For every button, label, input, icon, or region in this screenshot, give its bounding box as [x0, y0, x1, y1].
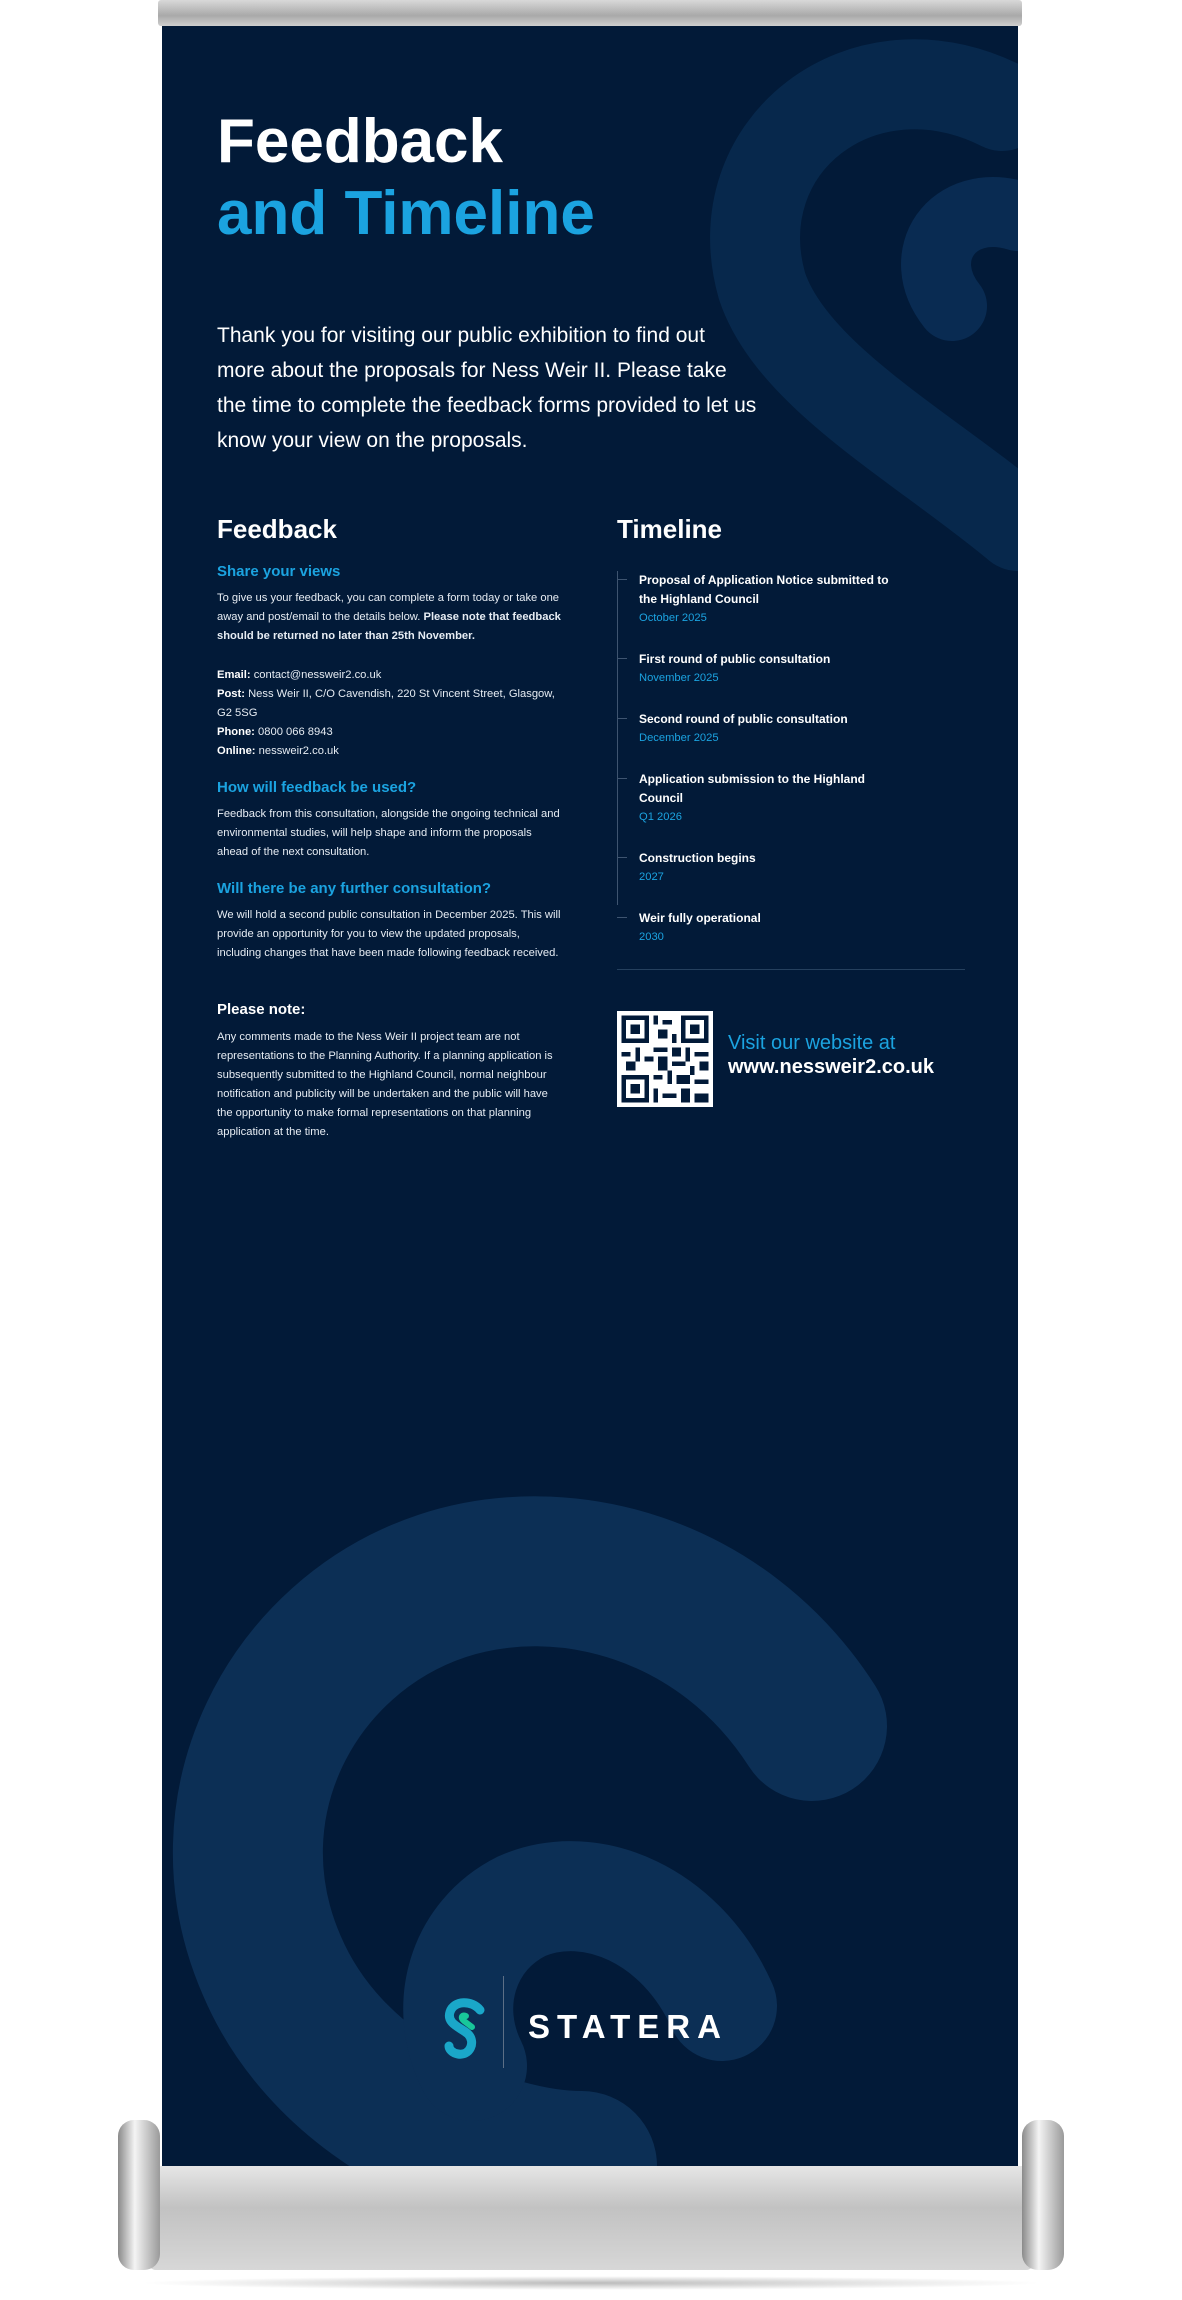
- feedback-column: [217, 514, 562, 1142]
- further-text: We will hold a second public consultation in December 2025. This will provide an opportunity for you to view the updated proposals, including changes that have been made following feedback received.: [217, 909, 561, 959]
- note-text: Any comments made to the Ness Weir II project team are not representations to the Planning Authority. If a planning application is subsequently submitted to the Highland Council, normal neighbour notification and publicity will be undertaken and the public will have the opportunity to make formal representations on that planning application at the time.: [217, 1031, 553, 1138]
- qr-code-icon[interactable]: [617, 1011, 713, 1107]
- page-title: Feedback: [217, 107, 504, 176]
- timeline-item: Application submission to the Highland Council Q1 2026: [617, 770, 977, 827]
- note-heading: Please note:: [217, 1001, 306, 1018]
- how-heading: How will feedback be used?: [217, 779, 417, 796]
- banner-stand-base: [118, 2120, 1064, 2290]
- timeline-item: Proposal of Application Notice submitted to the Highland Council October 2025: [617, 571, 977, 628]
- feedback-heading: Feedback: [217, 514, 337, 544]
- intro-text: Thank you for visiting our public exhibition to find out more about the proposals for Ness Weir II. Please take the time to complete the feedback forms provided to let us know your view on the proposals.: [217, 324, 757, 452]
- deadline-note: Please note that feedback should be returned no later than 25th November.: [217, 611, 561, 642]
- website-link[interactable]: www.nessweir2.co.uk: [728, 1056, 935, 1078]
- statera-s-icon: [440, 1996, 492, 2064]
- share-text: To give us your feedback, you can complete a form today or take one away and post/email to the details below. Please note that feedback should be returned no later than 25th November.: [217, 592, 561, 642]
- timeline-heading: Timeline: [617, 514, 723, 544]
- banner-panel: [162, 26, 1018, 2166]
- page-subtitle: and Timeline: [217, 179, 595, 248]
- timeline-item: First round of public consultation November 2025: [617, 650, 977, 688]
- contact-online[interactable]: nessweir2.co.uk: [258, 745, 339, 757]
- how-text: Feedback from this consultation, alongside the ongoing technical and environmental studies, will help shape and inform the proposals ahead of the next consultation.: [217, 808, 560, 858]
- share-heading: Share your views: [217, 563, 341, 580]
- contact-details: Email: contact@nessweir2.co.uk Post: Ness Weir II, C/O Cavendish, 220 St Vincent Street, Glasgow, G2 5SG Phone: 0800 066 8943 Online: nessweir2.co.uk: [217, 669, 555, 757]
- logo-separator: [503, 1976, 504, 2068]
- logo-wordmark: STATERA: [528, 2008, 728, 2045]
- timeline-column: [617, 514, 977, 969]
- statera-logo: [440, 1976, 760, 2068]
- timeline-item: Weir fully operational 2030: [617, 909, 977, 947]
- contact-phone: 0800 066 8943: [258, 726, 333, 738]
- timeline: [617, 571, 977, 947]
- section-divider: [617, 969, 965, 970]
- timeline-item: Construction begins 2027: [617, 849, 977, 887]
- contact-email[interactable]: contact@nessweir2.co.uk: [253, 669, 382, 681]
- further-heading: Will there be any further consultation?: [217, 880, 492, 897]
- timeline-item: Second round of public consultation December 2025: [617, 710, 977, 748]
- banner-top-rail: [158, 0, 1022, 26]
- website-label: Visit our website at: [728, 1032, 896, 1054]
- contact-post: Ness Weir II, C/O Cavendish, 220 St Vincent Street, Glasgow, G2 5SG: [217, 688, 555, 719]
